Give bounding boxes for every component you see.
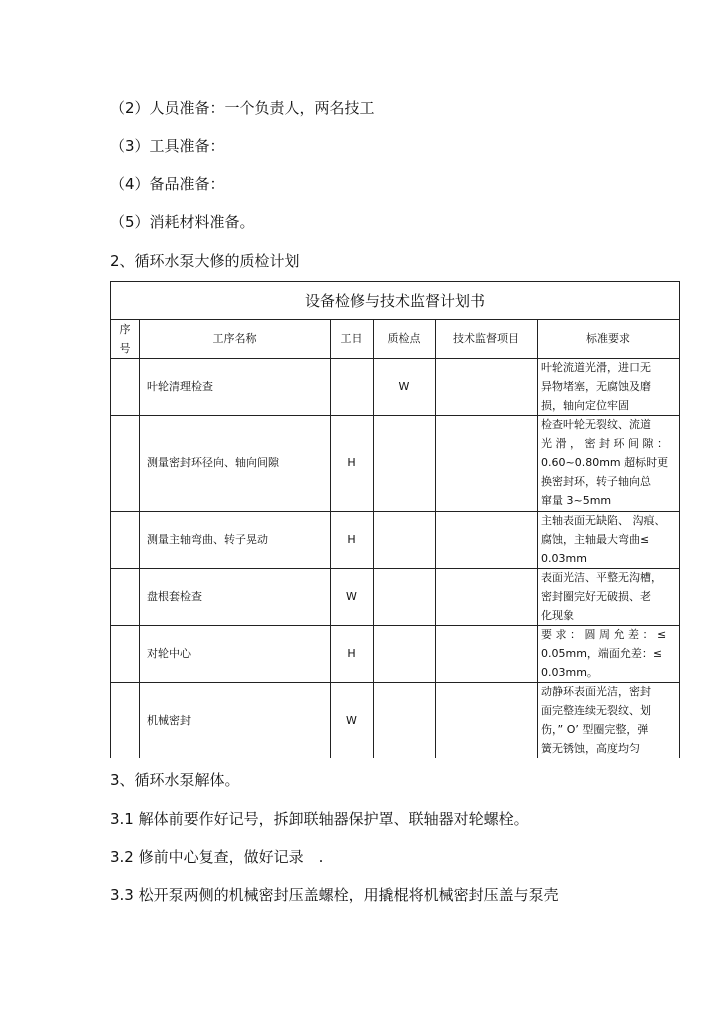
header-seq — [111, 320, 139, 358]
line-consumables: （5）消耗材料准备。 — [110, 213, 255, 231]
row-5-workday: H — [347, 647, 356, 660]
row-4-workday: W — [346, 590, 357, 603]
row-2-workday: H — [347, 456, 356, 469]
standard-line: 损，轴向定位牢固 — [541, 399, 629, 412]
row-3-name: 测量主轴弯曲、转子晃动 — [147, 533, 268, 546]
standard-line: 0.05mm，端面允差：≤ — [541, 647, 663, 660]
standard-line: 簧无锈蚀，高度均匀 — [541, 742, 640, 755]
header-workday: 工日 — [340, 332, 363, 345]
standard-line: 窜量 3~5mm — [541, 494, 612, 507]
standard-line: 0.03mm — [541, 552, 587, 565]
section-3-heading: 3、循环水泵解体。 — [110, 771, 240, 789]
row-4-name: 盘根套检查 — [147, 590, 202, 603]
line-tools: （3）工具准备： — [110, 137, 225, 155]
header-standard: 标准要求 — [586, 332, 630, 345]
standard-line: 表面光洁、平整无沟槽， — [541, 571, 662, 584]
standard-line: 叶轮流道光滑，进口无 — [541, 361, 651, 374]
standard-line: 主轴表面无缺陷、 沟痕、 — [541, 514, 666, 527]
step-3-1: 3.1 解体前要作好记号，拆卸联轴器保护罩、联轴器对轮螺栓。 — [110, 810, 529, 828]
standard-line: 0.03mm。 — [541, 666, 598, 679]
row-2-standard — [541, 415, 677, 510]
line-personnel: （2）人员准备：一个负责人，两名技工 — [110, 99, 375, 117]
inspection-plan-table — [110, 281, 680, 758]
row-4-standard — [541, 568, 677, 625]
row-3-workday: H — [347, 533, 356, 546]
row-1-standard — [541, 358, 677, 415]
step-3-2: 3.2 修前中心复查，做好记录 . — [110, 848, 324, 866]
header-name: 工序名称 — [212, 332, 257, 345]
standard-line: 换密封环，转子轴向总 — [541, 475, 651, 488]
table-title: 设备检修与技术监督计划书 — [111, 282, 679, 320]
standard-line: 检查叶轮无裂纹、流道 — [541, 418, 651, 431]
header-seq-1: 序 — [119, 323, 131, 336]
row-5-name: 对轮中心 — [147, 647, 191, 660]
row-5-standard — [541, 625, 677, 682]
standard-line: 密封圈完好无破损、老 — [541, 590, 651, 603]
grid-line — [139, 320, 140, 758]
standard-line: 腐蚀，主轴最大弯曲≤ — [541, 533, 650, 546]
standard-line: 动静环表面光洁，密封 — [541, 685, 651, 698]
section-2-heading: 2、循环水泵大修的质检计划 — [110, 252, 300, 270]
header-seq-2: 号 — [119, 342, 131, 355]
row-6-workday: W — [346, 714, 357, 727]
standard-line: 伤，” O’ 型圈完整，弹 — [541, 723, 649, 736]
header-checkpoint: 质检点 — [387, 332, 421, 345]
line-spares: （4）备品准备： — [110, 175, 225, 193]
standard-line: 化现象 — [541, 609, 574, 622]
row-1-name: 叶轮清理检查 — [147, 380, 213, 393]
header-supervision: 技术监督项目 — [453, 332, 519, 345]
row-6-standard — [541, 682, 677, 758]
step-3-3: 3.3 松开泵两侧的机械密封压盖螺栓，用撬棍将机械密封压盖与泵壳 — [110, 886, 559, 904]
standard-line: 面完整连续无裂纹、划 — [541, 704, 651, 717]
standard-line: 要 求 ： 圆 周 允 差 ： ≤ — [541, 628, 667, 641]
row-2-name: 测量密封环径向、轴向间隙 — [147, 456, 279, 469]
grid-line — [435, 320, 436, 758]
standard-line: 异物堵塞，无腐蚀及磨 — [541, 380, 651, 393]
standard-line: 0.60~0.80mm 超标时更 — [541, 456, 669, 469]
grid-line — [537, 320, 538, 758]
row-6-name: 机械密封 — [147, 714, 191, 727]
standard-line: 光 滑 ， 密 封 环 间 隙 ： — [541, 437, 668, 450]
row-1-checkpoint: W — [398, 380, 410, 393]
row-3-standard — [541, 511, 677, 568]
